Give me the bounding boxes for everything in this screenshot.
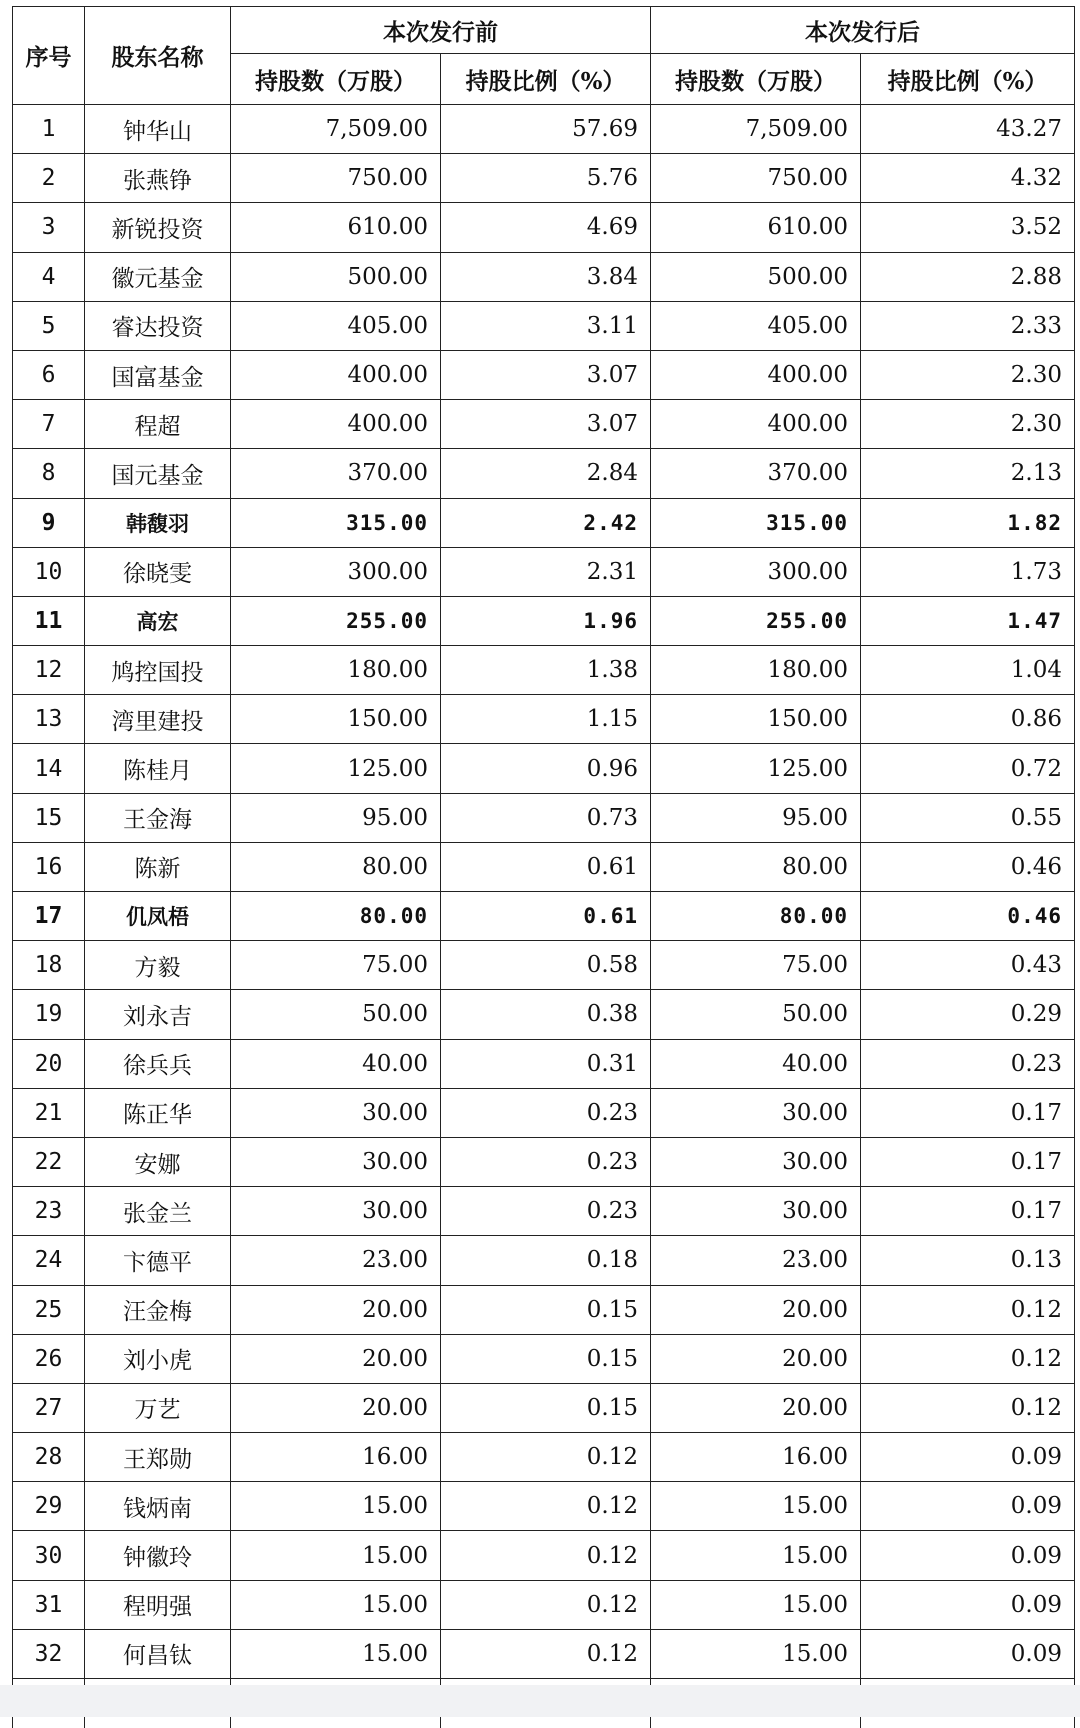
cell-ratio-after: 0.86 <box>861 695 1075 744</box>
cell-shares-before: 500.00 <box>231 252 441 301</box>
cell-ratio-after: 1.82 <box>861 498 1075 547</box>
cell-ratio-before: 3.11 <box>441 301 651 350</box>
cell-shares-after: 30.00 <box>651 1088 861 1137</box>
cell-shareholder-name: 张金兰 <box>85 1187 231 1236</box>
cell-ratio-after: 0.09 <box>861 1629 1075 1678</box>
cell-shares-after: 80.00 <box>651 842 861 891</box>
cell-ratio-after: 2.30 <box>861 350 1075 399</box>
cell-shares-after: 15.00 <box>651 1531 861 1580</box>
cell-shares-before: 75.00 <box>231 941 441 990</box>
cell-shares-before: 30.00 <box>231 1137 441 1186</box>
cell-seq: 13 <box>13 695 85 744</box>
cell-shareholder-name: 鸠控国投 <box>85 646 231 695</box>
cell-shareholder-name: 新锐投资 <box>85 203 231 252</box>
table-row <box>13 1531 1075 1580</box>
cell-shares-after: 95.00 <box>651 793 861 842</box>
cell-seq: 32 <box>13 1629 85 1678</box>
cell-shares-before: 400.00 <box>231 350 441 399</box>
cell-ratio-before: 0.12 <box>441 1433 651 1482</box>
cell-seq: 18 <box>13 941 85 990</box>
cell-shareholder-name: 徽元基金 <box>85 252 231 301</box>
cell-shareholder-name: 汪金梅 <box>85 1285 231 1334</box>
cell-shareholder-name: 张燕铮 <box>85 154 231 203</box>
cell-shares-after: 80.00 <box>651 892 861 941</box>
cell-ratio-before: 0.23 <box>441 1088 651 1137</box>
cell-ratio-after: 0.17 <box>861 1137 1075 1186</box>
cell-shares-before: 750.00 <box>231 154 441 203</box>
cell-ratio-before: 0.61 <box>441 892 651 941</box>
table-row <box>13 350 1075 399</box>
cell-shares-before: 20.00 <box>231 1334 441 1383</box>
cell-shares-before: 15.00 <box>231 1531 441 1580</box>
table-row <box>13 1629 1075 1678</box>
cell-shareholder-name: 陈桂月 <box>85 744 231 793</box>
cell-ratio-after: 0.72 <box>861 744 1075 793</box>
cell-ratio-after: 2.88 <box>861 252 1075 301</box>
header-shares-after: 持股数（万股） <box>651 54 861 105</box>
table-row <box>13 695 1075 744</box>
cell-seq: 23 <box>13 1187 85 1236</box>
cell-shares-before: 405.00 <box>231 301 441 350</box>
cell-shareholder-name: 韩馥羽 <box>85 498 231 547</box>
cell-shares-after: 125.00 <box>651 744 861 793</box>
cell-seq: 30 <box>13 1531 85 1580</box>
cell-shareholder-name: 何昌钛 <box>85 1629 231 1678</box>
cell-shares-after: 405.00 <box>651 301 861 350</box>
table-row <box>13 105 1075 154</box>
table-row <box>13 400 1075 449</box>
cell-ratio-before: 0.12 <box>441 1629 651 1678</box>
cell-seq: 4 <box>13 252 85 301</box>
cell-shares-before: 125.00 <box>231 744 441 793</box>
table-row <box>13 498 1075 547</box>
cell-ratio-before: 4.69 <box>441 203 651 252</box>
table-row <box>13 793 1075 842</box>
cell-shares-after: 180.00 <box>651 646 861 695</box>
cell-shareholder-name: 刘永吉 <box>85 990 231 1039</box>
table-row <box>13 1433 1075 1482</box>
cell-shares-before: 80.00 <box>231 842 441 891</box>
cell-ratio-before: 0.23 <box>441 1187 651 1236</box>
cell-shares-before: 40.00 <box>231 1039 441 1088</box>
cell-seq: 11 <box>13 596 85 645</box>
cell-seq: 25 <box>13 1285 85 1334</box>
header-shareholder-name: 股东名称 <box>85 7 231 105</box>
table-row <box>13 547 1075 596</box>
cell-seq: 24 <box>13 1236 85 1285</box>
cell-shares-after: 20.00 <box>651 1383 861 1432</box>
cell-seq: 3 <box>13 203 85 252</box>
cell-shares-before: 15.00 <box>231 1482 441 1531</box>
cell-shareholder-name: 睿达投资 <box>85 301 231 350</box>
cell-seq: 6 <box>13 350 85 399</box>
cell-shares-before: 16.00 <box>231 1433 441 1482</box>
cell-shares-before: 255.00 <box>231 596 441 645</box>
table-row <box>13 449 1075 498</box>
cell-ratio-before: 0.12 <box>441 1531 651 1580</box>
cell-ratio-before: 0.73 <box>441 793 651 842</box>
cell-ratio-before: 1.15 <box>441 695 651 744</box>
cell-shares-after: 500.00 <box>651 252 861 301</box>
cell-seq: 22 <box>13 1137 85 1186</box>
cell-ratio-after: 1.04 <box>861 646 1075 695</box>
cell-shareholder-name: 湾里建投 <box>85 695 231 744</box>
cell-ratio-after: 2.30 <box>861 400 1075 449</box>
cell-ratio-after: 4.32 <box>861 154 1075 203</box>
cell-ratio-after: 43.27 <box>861 105 1075 154</box>
cell-shares-after: 255.00 <box>651 596 861 645</box>
cell-ratio-after: 0.12 <box>861 1285 1075 1334</box>
header-row-group <box>13 7 1075 54</box>
shareholder-table <box>12 6 1075 1728</box>
cell-ratio-before: 3.07 <box>441 350 651 399</box>
cell-shareholder-name: 万艺 <box>85 1383 231 1432</box>
cell-shares-after: 30.00 <box>651 1137 861 1186</box>
cell-ratio-before: 0.61 <box>441 842 651 891</box>
cell-shares-before: 20.00 <box>231 1383 441 1432</box>
cell-shareholder-name: 国富基金 <box>85 350 231 399</box>
cell-shares-after: 15.00 <box>651 1482 861 1531</box>
table-row <box>13 1187 1075 1236</box>
cell-shares-before: 610.00 <box>231 203 441 252</box>
cell-ratio-before: 2.31 <box>441 547 651 596</box>
cell-ratio-after: 0.17 <box>861 1088 1075 1137</box>
cell-ratio-after: 0.09 <box>861 1482 1075 1531</box>
cell-shares-after: 50.00 <box>651 990 861 1039</box>
cell-ratio-after: 0.43 <box>861 941 1075 990</box>
cell-shares-after: 16.00 <box>651 1433 861 1482</box>
cell-ratio-after: 0.09 <box>861 1580 1075 1629</box>
table-row <box>13 892 1075 941</box>
cell-shares-after: 300.00 <box>651 547 861 596</box>
cell-shares-before: 50.00 <box>231 990 441 1039</box>
cell-seq: 9 <box>13 498 85 547</box>
cell-ratio-before: 57.69 <box>441 105 651 154</box>
cell-ratio-after: 0.13 <box>861 1236 1075 1285</box>
cell-shares-before: 150.00 <box>231 695 441 744</box>
cell-shares-before: 80.00 <box>231 892 441 941</box>
cell-ratio-before: 0.38 <box>441 990 651 1039</box>
cell-shares-after: 40.00 <box>651 1039 861 1088</box>
cell-ratio-after: 0.55 <box>861 793 1075 842</box>
cell-shares-after: 7,509.00 <box>651 105 861 154</box>
table-row <box>13 1039 1075 1088</box>
cell-seq: 16 <box>13 842 85 891</box>
cell-seq: 1 <box>13 105 85 154</box>
cell-ratio-before: 0.15 <box>441 1285 651 1334</box>
cell-shares-after: 20.00 <box>651 1334 861 1383</box>
cell-shares-before: 20.00 <box>231 1285 441 1334</box>
cell-shareholder-name: 钟徽玲 <box>85 1531 231 1580</box>
cell-ratio-after: 0.12 <box>861 1383 1075 1432</box>
cell-shares-before: 400.00 <box>231 400 441 449</box>
cell-shareholder-name: 钱炳南 <box>85 1482 231 1531</box>
cell-shareholder-name: 卞德平 <box>85 1236 231 1285</box>
cell-ratio-before: 0.18 <box>441 1236 651 1285</box>
table-row <box>13 1334 1075 1383</box>
table-row <box>13 154 1075 203</box>
cell-ratio-after: 1.47 <box>861 596 1075 645</box>
cell-ratio-before: 1.38 <box>441 646 651 695</box>
cell-shares-after: 23.00 <box>651 1236 861 1285</box>
cell-shares-before: 180.00 <box>231 646 441 695</box>
table-row <box>13 1236 1075 1285</box>
cell-shares-before: 15.00 <box>231 1580 441 1629</box>
cell-seq: 15 <box>13 793 85 842</box>
table-row <box>13 1137 1075 1186</box>
cell-seq: 31 <box>13 1580 85 1629</box>
cell-ratio-before: 1.96 <box>441 596 651 645</box>
table-row <box>13 203 1075 252</box>
cell-ratio-before: 0.31 <box>441 1039 651 1088</box>
cell-seq: 20 <box>13 1039 85 1088</box>
cell-shareholder-name: 王金海 <box>85 793 231 842</box>
cell-ratio-before: 0.12 <box>441 1580 651 1629</box>
cell-shares-before: 15.00 <box>231 1629 441 1678</box>
table-row <box>13 301 1075 350</box>
cell-seq: 7 <box>13 400 85 449</box>
cell-shares-after: 370.00 <box>651 449 861 498</box>
cell-shareholder-name: 程明强 <box>85 1580 231 1629</box>
header-before-issuance: 本次发行前 <box>231 7 651 54</box>
cell-shareholder-name: 程超 <box>85 400 231 449</box>
cell-ratio-before: 0.23 <box>441 1137 651 1186</box>
table-row <box>13 596 1075 645</box>
header-ratio-after: 持股比例（%） <box>861 54 1075 105</box>
table-row <box>13 1285 1075 1334</box>
header-after-issuance: 本次发行后 <box>651 7 1075 54</box>
cell-ratio-after: 2.13 <box>861 449 1075 498</box>
table-row <box>13 990 1075 1039</box>
cell-shareholder-name: 陈正华 <box>85 1088 231 1137</box>
cell-shares-after: 315.00 <box>651 498 861 547</box>
cell-shares-after: 750.00 <box>651 154 861 203</box>
cell-ratio-before: 5.76 <box>441 154 651 203</box>
cell-seq: 2 <box>13 154 85 203</box>
cell-shares-before: 7,509.00 <box>231 105 441 154</box>
cell-ratio-after: 0.09 <box>861 1433 1075 1482</box>
cell-ratio-after: 0.29 <box>861 990 1075 1039</box>
cell-seq: 26 <box>13 1334 85 1383</box>
cell-shareholder-name: 仉凤梧 <box>85 892 231 941</box>
cell-seq: 27 <box>13 1383 85 1432</box>
cell-seq: 8 <box>13 449 85 498</box>
bottom-bar <box>0 1685 1080 1717</box>
cell-shares-before: 370.00 <box>231 449 441 498</box>
cell-shares-after: 20.00 <box>651 1285 861 1334</box>
cell-seq: 5 <box>13 301 85 350</box>
cell-seq: 14 <box>13 744 85 793</box>
table-body <box>13 105 1075 1728</box>
cell-shares-before: 23.00 <box>231 1236 441 1285</box>
cell-ratio-before: 0.58 <box>441 941 651 990</box>
cell-seq: 17 <box>13 892 85 941</box>
cell-ratio-after: 0.17 <box>861 1187 1075 1236</box>
table-row <box>13 1482 1075 1531</box>
cell-shareholder-name: 刘小虎 <box>85 1334 231 1383</box>
cell-seq: 21 <box>13 1088 85 1137</box>
table-row <box>13 1088 1075 1137</box>
cell-shareholder-name: 徐兵兵 <box>85 1039 231 1088</box>
cell-shareholder-name: 王郑勋 <box>85 1433 231 1482</box>
cell-shareholder-name: 方毅 <box>85 941 231 990</box>
cell-shareholder-name: 安娜 <box>85 1137 231 1186</box>
cell-ratio-before: 2.42 <box>441 498 651 547</box>
cell-shareholder-name: 国元基金 <box>85 449 231 498</box>
cell-seq: 29 <box>13 1482 85 1531</box>
cell-shares-before: 300.00 <box>231 547 441 596</box>
cell-ratio-after: 0.09 <box>861 1531 1075 1580</box>
cell-seq: 10 <box>13 547 85 596</box>
cell-seq: 28 <box>13 1433 85 1482</box>
cell-shares-after: 15.00 <box>651 1629 861 1678</box>
cell-ratio-before: 0.96 <box>441 744 651 793</box>
table-row <box>13 252 1075 301</box>
cell-shareholder-name: 陈新 <box>85 842 231 891</box>
cell-shares-after: 400.00 <box>651 350 861 399</box>
cell-shares-before: 30.00 <box>231 1187 441 1236</box>
header-shares-before: 持股数（万股） <box>231 54 441 105</box>
cell-shares-after: 610.00 <box>651 203 861 252</box>
cell-seq: 19 <box>13 990 85 1039</box>
table-row <box>13 842 1075 891</box>
cell-ratio-after: 3.52 <box>861 203 1075 252</box>
cell-shares-before: 95.00 <box>231 793 441 842</box>
cell-ratio-before: 0.12 <box>441 1482 651 1531</box>
table-row <box>13 646 1075 695</box>
cell-ratio-before: 2.84 <box>441 449 651 498</box>
table-row <box>13 1383 1075 1432</box>
table-row <box>13 1580 1075 1629</box>
cell-ratio-before: 0.15 <box>441 1334 651 1383</box>
header-seq: 序号 <box>13 7 85 105</box>
header-ratio-before: 持股比例（%） <box>441 54 651 105</box>
cell-ratio-after: 0.46 <box>861 892 1075 941</box>
cell-shares-after: 150.00 <box>651 695 861 744</box>
cell-ratio-before: 3.07 <box>441 400 651 449</box>
cell-ratio-before: 0.15 <box>441 1383 651 1432</box>
cell-seq: 12 <box>13 646 85 695</box>
table-row <box>13 744 1075 793</box>
cell-ratio-before: 3.84 <box>441 252 651 301</box>
cell-shares-after: 75.00 <box>651 941 861 990</box>
cell-shares-before: 30.00 <box>231 1088 441 1137</box>
cell-ratio-after: 2.33 <box>861 301 1075 350</box>
cell-shares-after: 30.00 <box>651 1187 861 1236</box>
cell-ratio-after: 0.23 <box>861 1039 1075 1088</box>
cell-ratio-after: 1.73 <box>861 547 1075 596</box>
cell-shareholder-name: 徐晓雯 <box>85 547 231 596</box>
cell-shares-before: 315.00 <box>231 498 441 547</box>
cell-ratio-after: 0.46 <box>861 842 1075 891</box>
cell-shareholder-name: 钟华山 <box>85 105 231 154</box>
cell-shares-after: 15.00 <box>651 1580 861 1629</box>
table-row <box>13 941 1075 990</box>
cell-ratio-after: 0.12 <box>861 1334 1075 1383</box>
cell-shareholder-name: 高宏 <box>85 596 231 645</box>
cell-shares-after: 400.00 <box>651 400 861 449</box>
